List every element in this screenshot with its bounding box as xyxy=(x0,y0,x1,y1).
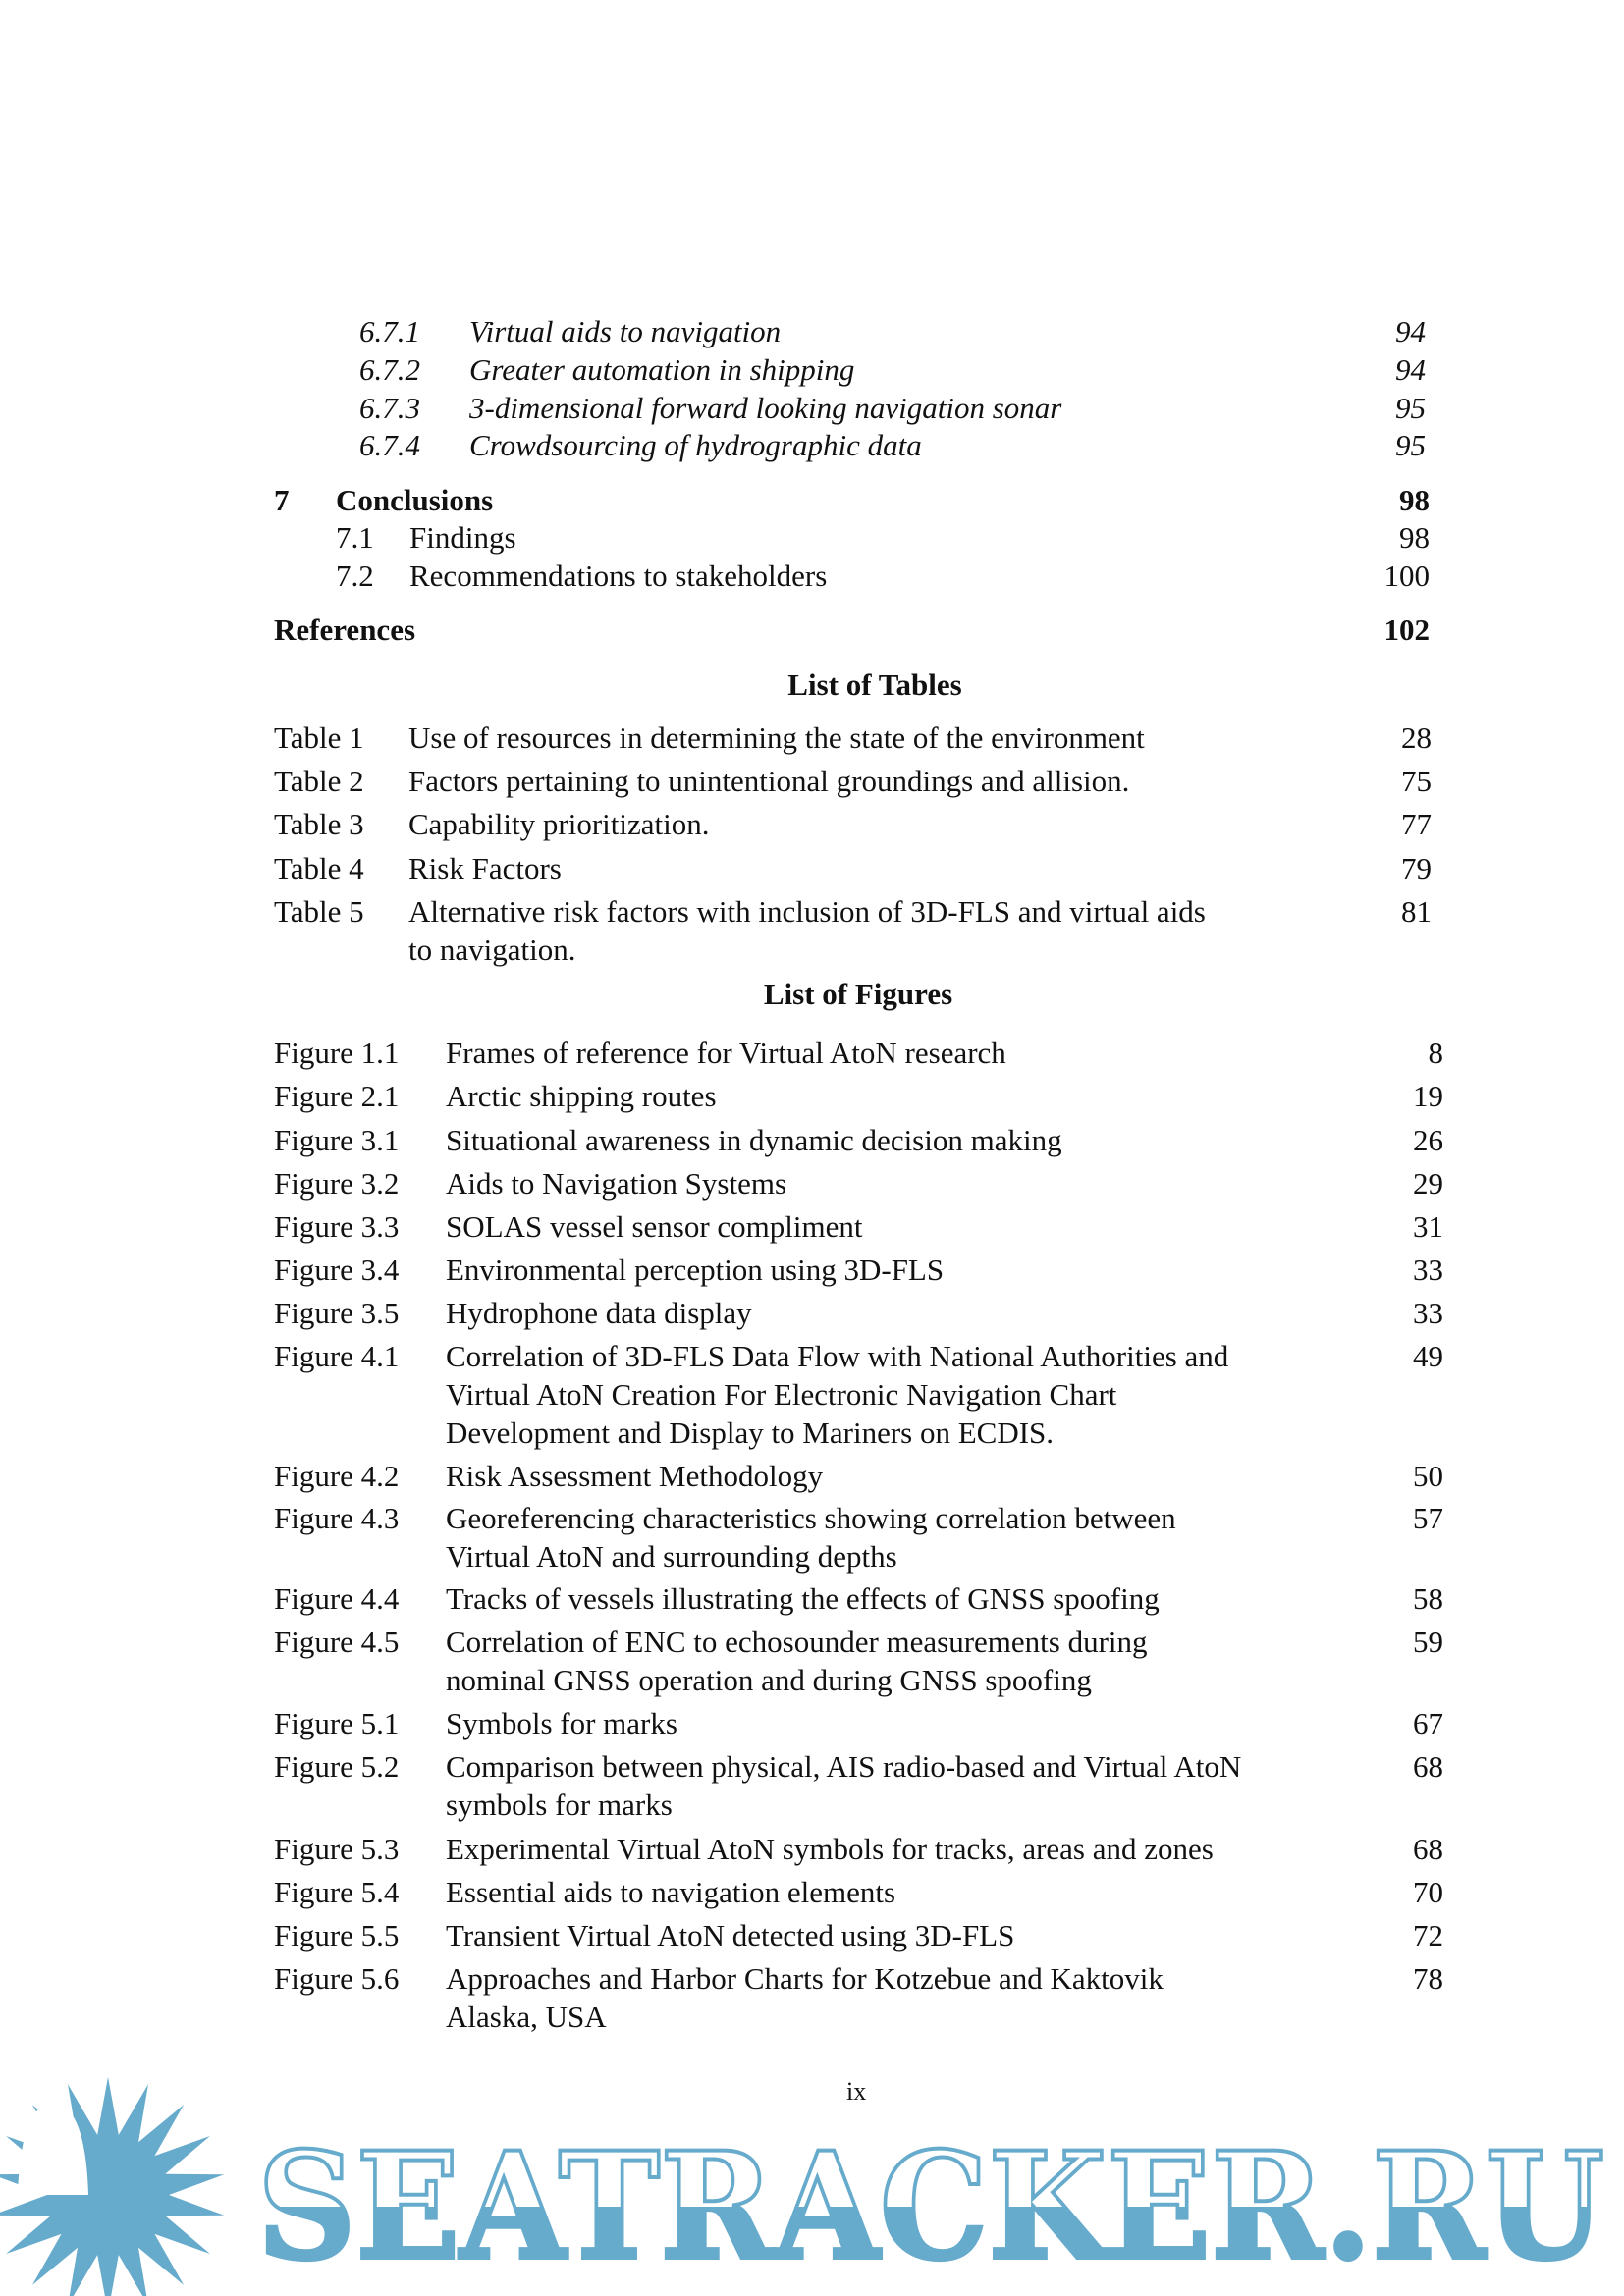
toc-sub-title[interactable]: Greater automation in shipping xyxy=(469,352,855,387)
list-item-title[interactable]: Risk Factors xyxy=(408,851,562,885)
toc-sub-num: 6.7.2 xyxy=(359,352,420,387)
list-item-title[interactable]: Frames of reference for Virtual AtoN research xyxy=(446,1036,1006,1070)
list-item-label: Figure 3.4 xyxy=(274,1253,400,1287)
list-item-label: Table 5 xyxy=(274,894,364,929)
list-item-page: 68 xyxy=(1413,1832,1443,1866)
list-item-page: 77 xyxy=(1401,807,1432,841)
list-item-page: 57 xyxy=(1413,1501,1443,1535)
list-item-label: Table 3 xyxy=(274,807,364,841)
list-item-page: 75 xyxy=(1401,764,1432,798)
section-title[interactable]: Recommendations to stakeholders xyxy=(409,559,828,593)
list-item-title[interactable]: Transient Virtual AtoN detected using 3D-FLS xyxy=(446,1918,1015,1952)
chapter-page: 98 xyxy=(1399,483,1430,517)
list-item-title[interactable]: Comparison between physical, AIS radio-based and Virtual AtoN xyxy=(446,1749,1242,1784)
list-item-title[interactable]: Virtual AtoN and surrounding depths xyxy=(446,1539,897,1574)
list-item-label: Figure 5.1 xyxy=(274,1706,400,1740)
sun-logo-icon xyxy=(0,2077,224,2296)
toc-sub-title[interactable]: Crowdsourcing of hydrographic data xyxy=(469,428,922,462)
list-item-page: 49 xyxy=(1413,1339,1443,1373)
toc-sub-title[interactable]: 3-dimensional forward looking navigation sonar xyxy=(469,391,1062,425)
section-page: 98 xyxy=(1399,520,1430,555)
chapter-num: 7 xyxy=(274,483,290,517)
page-number: ix xyxy=(846,2077,867,2106)
list-item-page: 50 xyxy=(1413,1459,1443,1493)
toc-sub-title[interactable]: Virtual aids to navigation xyxy=(469,314,782,348)
list-item-title[interactable]: Alternative risk factors with inclusion of 3D-FLS and virtual aids xyxy=(408,894,1206,929)
toc-sub-page: 94 xyxy=(1395,314,1426,348)
list-item-label: Figure 4.1 xyxy=(274,1339,400,1373)
toc-sub-num: 6.7.1 xyxy=(359,314,420,348)
list-item-page: 67 xyxy=(1413,1706,1443,1740)
list-item-label: Figure 3.3 xyxy=(274,1209,400,1244)
list-item-title[interactable]: nominal GNSS operation and during GNSS spoofing xyxy=(446,1663,1092,1697)
list-item-label: Figure 4.4 xyxy=(274,1581,400,1616)
list-item-title[interactable]: to navigation. xyxy=(408,933,576,967)
list-item-title[interactable]: SOLAS vessel sensor compliment xyxy=(446,1209,863,1244)
list-item-label: Figure 5.3 xyxy=(274,1832,400,1866)
chapter-title[interactable]: Conclusions xyxy=(336,483,494,517)
list-item-label: Figure 5.4 xyxy=(274,1875,400,1909)
list-item-label: Figure 3.5 xyxy=(274,1296,400,1330)
list-item-label: Figure 4.3 xyxy=(274,1501,400,1535)
list-item-page: 28 xyxy=(1401,721,1432,755)
toc-sub-num: 6.7.4 xyxy=(359,428,420,462)
toc-sub-page: 95 xyxy=(1395,428,1426,462)
seatracker-watermark xyxy=(0,2061,1624,2296)
watermark-text: SEATRACKER.RU xyxy=(257,2120,1604,2293)
list-of-figures-heading: List of Figures xyxy=(763,977,953,1011)
list-item-page: 19 xyxy=(1413,1079,1443,1113)
list-item-title[interactable]: Aids to Navigation Systems xyxy=(446,1166,787,1201)
toc-sub-num: 6.7.3 xyxy=(359,391,420,425)
list-item-title[interactable]: Approaches and Harbor Charts for Kotzebue and Kaktovik xyxy=(446,1961,1164,1996)
section-num: 7.1 xyxy=(336,520,374,555)
section-title[interactable]: Findings xyxy=(409,520,516,555)
list-item-title[interactable]: Virtual AtoN Creation For Electronic Navigation Chart xyxy=(446,1377,1117,1412)
list-item-page: 58 xyxy=(1413,1581,1443,1616)
list-item-label: Figure 3.1 xyxy=(274,1123,400,1157)
list-item-title[interactable]: symbols for marks xyxy=(446,1788,673,1822)
list-item-title[interactable]: Symbols for marks xyxy=(446,1706,677,1740)
list-item-label: Figure 4.5 xyxy=(274,1625,400,1659)
list-item-page: 68 xyxy=(1413,1749,1443,1784)
toc-sub-page: 95 xyxy=(1395,391,1426,425)
list-item-title[interactable]: Correlation of ENC to echosounder measurements during xyxy=(446,1625,1148,1659)
list-item-title[interactable]: Alaska, USA xyxy=(446,2000,607,2034)
list-item-title[interactable]: Risk Assessment Methodology xyxy=(446,1459,824,1493)
list-item-label: Figure 5.6 xyxy=(274,1961,400,1996)
list-item-page: 8 xyxy=(1428,1036,1443,1070)
list-item-page: 70 xyxy=(1413,1875,1443,1909)
list-item-label: Table 2 xyxy=(274,764,364,798)
list-item-title[interactable]: Development and Display to Mariners on ECDIS. xyxy=(446,1415,1055,1450)
list-item-label: Figure 3.2 xyxy=(274,1166,400,1201)
list-of-tables-heading: List of Tables xyxy=(787,667,962,702)
list-item-label: Figure 1.1 xyxy=(274,1036,400,1070)
list-item-label: Figure 4.2 xyxy=(274,1459,400,1493)
list-item-title[interactable]: Georeferencing characteristics showing correlation between xyxy=(446,1501,1176,1535)
list-item-page: 33 xyxy=(1413,1253,1443,1287)
list-item-page: 72 xyxy=(1413,1918,1443,1952)
list-item-title[interactable]: Arctic shipping routes xyxy=(446,1079,717,1113)
list-item-title[interactable]: Environmental perception using 3D-FLS xyxy=(446,1253,945,1287)
list-item-title[interactable]: Capability prioritization. xyxy=(408,807,710,841)
list-item-label: Figure 5.2 xyxy=(274,1749,400,1784)
list-item-page: 26 xyxy=(1413,1123,1443,1157)
list-item-page: 31 xyxy=(1413,1209,1443,1244)
list-item-title[interactable]: Correlation of 3D-FLS Data Flow with National Authorities and xyxy=(446,1339,1229,1373)
references-page: 102 xyxy=(1383,613,1430,647)
references-title[interactable]: References xyxy=(274,613,416,647)
list-item-title[interactable]: Tracks of vessels illustrating the effects of GNSS spoofing xyxy=(446,1581,1160,1616)
list-item-title[interactable]: Situational awareness in dynamic decision making xyxy=(446,1123,1062,1157)
list-item-page: 33 xyxy=(1413,1296,1443,1330)
list-item-page: 79 xyxy=(1401,851,1432,885)
list-item-title[interactable]: Essential aids to navigation elements xyxy=(446,1875,896,1909)
list-item-page: 59 xyxy=(1413,1625,1443,1659)
list-item-title[interactable]: Hydrophone data display xyxy=(446,1296,752,1330)
list-item-title[interactable]: Experimental Virtual AtoN symbols for tracks, areas and zones xyxy=(446,1832,1214,1866)
list-item-label: Table 4 xyxy=(274,851,364,885)
list-item-title[interactable]: Use of resources in determining the state of the environment xyxy=(408,721,1145,755)
section-page: 100 xyxy=(1383,559,1430,593)
section-num: 7.2 xyxy=(336,559,374,593)
list-item-label: Table 1 xyxy=(274,721,364,755)
list-item-page: 78 xyxy=(1413,1961,1443,1996)
list-item-page: 29 xyxy=(1413,1166,1443,1201)
toc-sub-page: 94 xyxy=(1395,352,1426,387)
list-item-label: Figure 5.5 xyxy=(274,1918,400,1952)
list-item-page: 81 xyxy=(1401,894,1432,929)
list-item-title[interactable]: Factors pertaining to unintentional groundings and allision. xyxy=(408,764,1130,798)
list-item-label: Figure 2.1 xyxy=(274,1079,400,1113)
